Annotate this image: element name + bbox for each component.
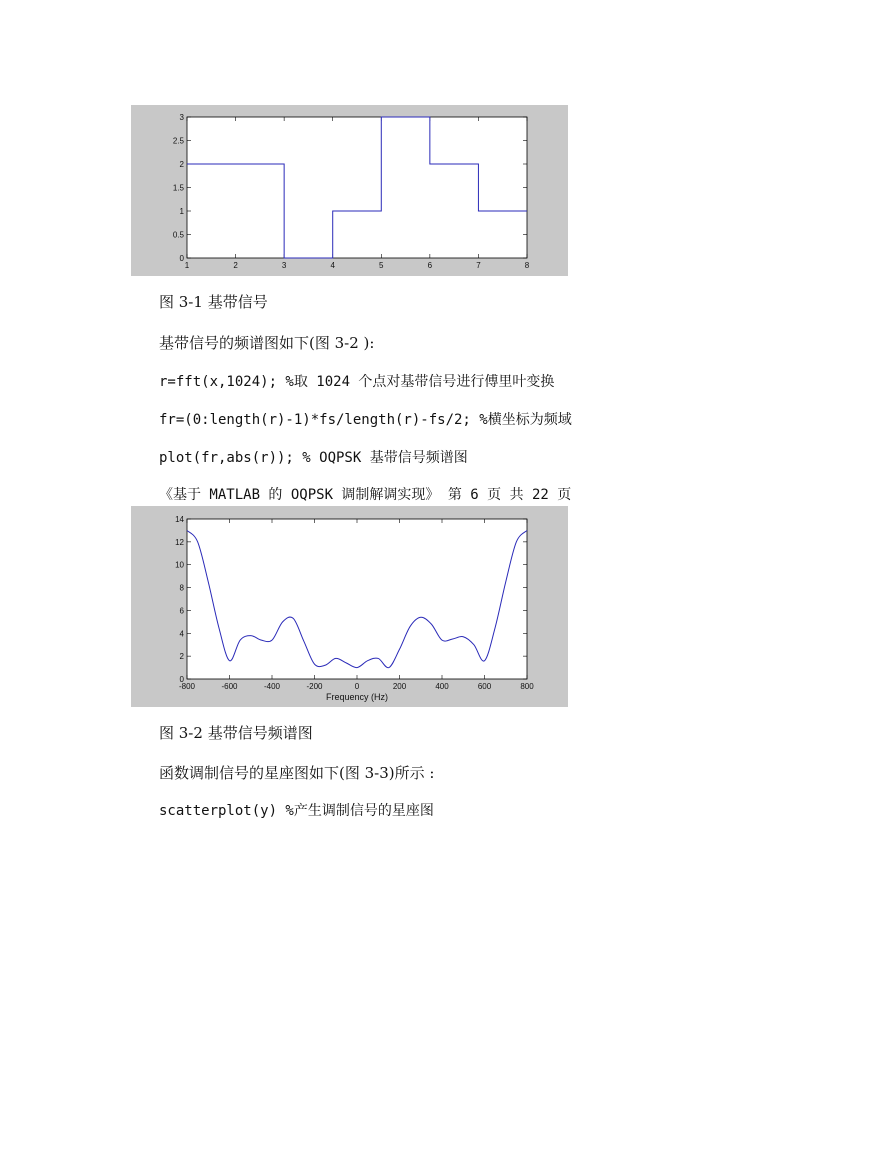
y-tick-label: 3 (179, 113, 184, 122)
x-tick-label: 4 (330, 261, 335, 270)
x-tick-label: 400 (435, 682, 449, 691)
x-tick-label: 600 (477, 682, 492, 691)
figure-baseband-signal (131, 105, 568, 276)
y-tick-label: 12 (175, 537, 184, 547)
intro-spectrum-text: 基带信号的频谱图如下(图 3-2 ): (159, 334, 375, 352)
x-tick-label: 7 (476, 261, 481, 270)
figure-baseband-spectrum (131, 506, 568, 707)
x-tick-label: 200 (392, 682, 407, 691)
x-tick-label: 2 (233, 261, 238, 270)
x-tick-label: 1 (184, 261, 190, 270)
y-tick-label: 2 (179, 160, 184, 169)
y-tick-label: 1 (179, 207, 184, 216)
figure-2-caption: 图 3-2 基带信号频谱图 (159, 724, 313, 742)
code-line-plot: plot(fr,abs(r)); % OQPSK 基带信号频谱图 (159, 450, 468, 466)
y-tick-label: 6 (179, 606, 184, 616)
x-tick-label: 6 (427, 261, 433, 270)
y-tick-label: 10 (175, 560, 184, 570)
y-tick-label: 14 (175, 515, 184, 524)
x-tick-label: 8 (524, 261, 530, 270)
figure-1-caption: 图 3-1 基带信号 (159, 293, 268, 311)
x-tick-label: -200 (306, 682, 323, 691)
x-tick-label: 3 (281, 261, 287, 270)
x-axis-label: Frequency (Hz) (325, 692, 389, 702)
y-tick-label: 0 (179, 254, 184, 263)
y-tick-label: 2 (179, 652, 184, 662)
y-tick-label: 1.5 (172, 183, 184, 193)
x-tick-label: 800 (520, 682, 534, 691)
x-tick-label: -600 (221, 682, 238, 691)
y-tick-label: 8 (179, 583, 184, 593)
y-tick-label: 4 (179, 629, 184, 639)
code-line-scatter: scatterplot(y) %产生调制信号的星座图 (159, 803, 434, 819)
intro-constellation-text: 函数调制信号的星座图如下(图 3-3)所示 : (159, 764, 435, 782)
y-tick-label: 0 (179, 675, 184, 684)
spectrum-line-chart (131, 506, 568, 707)
y-tick-label: 0.5 (172, 230, 184, 240)
code-line-fft: r=fft(x,1024); %取 1024 个点对基带信号进行傅里叶变换 (159, 374, 555, 390)
page-footer: 《基于 MATLAB 的 OQPSK 调制解调实现》 第 6 页 共 22 页 (159, 487, 572, 503)
x-tick-label: -400 (263, 682, 281, 691)
x-tick-label: 0 (354, 682, 360, 691)
x-tick-label: 5 (379, 261, 384, 270)
baseband-step-chart (131, 105, 568, 276)
x-tick-label: -800 (178, 682, 196, 691)
plot-area (187, 117, 527, 258)
y-tick-label: 2.5 (172, 136, 184, 146)
plot-area (187, 519, 527, 679)
code-line-fr: fr=(0:length(r)-1)*fs/length(r)-fs/2; %横坐标为频域 (159, 412, 572, 428)
